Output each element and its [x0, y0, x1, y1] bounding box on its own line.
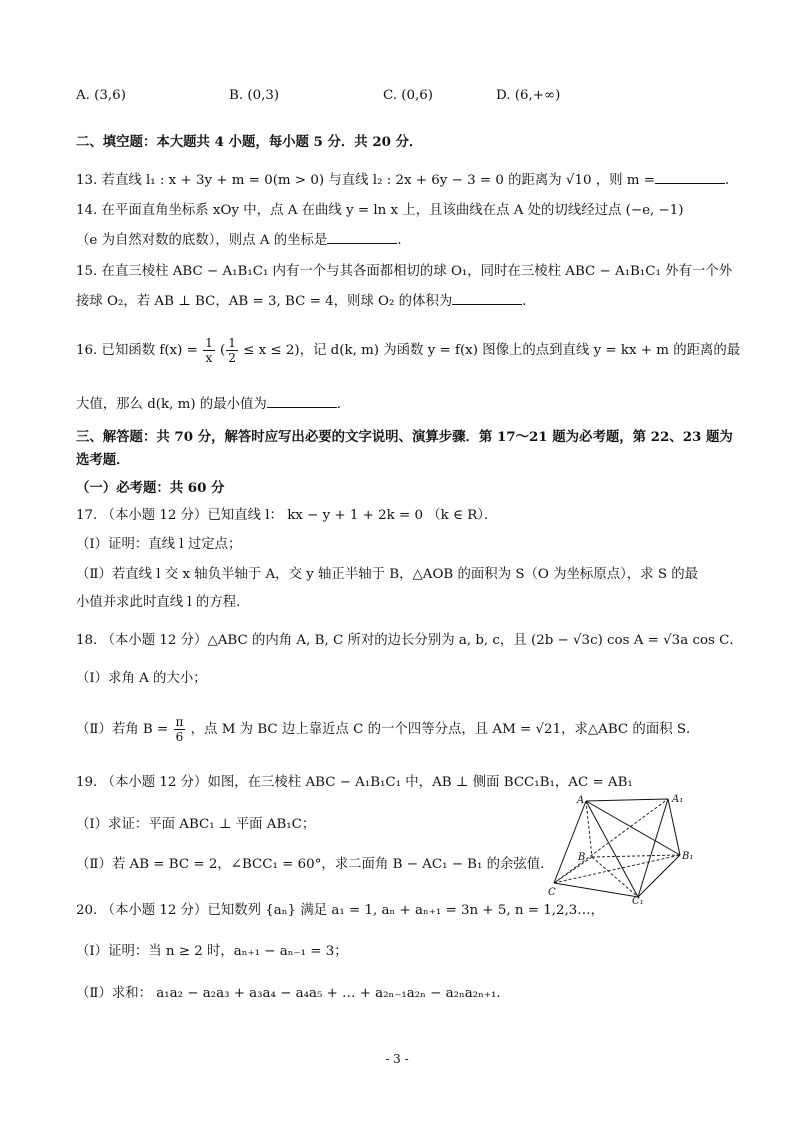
q13-text: 13. 若直线 l₁ : x + 3y + m = 0(m > 0) 与直线 l₂ : 2x + 6y − 3 = 0 的距离为 √10 ，则 m =	[76, 173, 655, 188]
q13-end: ．	[724, 173, 739, 188]
section3-heading-line1: 三、解答题：共 70 分，解答时应写出必要的文字说明、演算步骤．第 17～21 题为必考题，第 22、23 题为	[76, 429, 733, 445]
q16-part1: 16. 已知函数 f(x) =	[76, 343, 198, 358]
label-A1: A₁	[672, 794, 684, 805]
label-C: C	[548, 887, 556, 898]
question-17-stem: 17. （本小题 12 分）已知直线 l： kx − y + 1 + 2k = 0 （k ∈ R）．	[76, 508, 498, 523]
frac-denominator: x	[205, 351, 213, 365]
edge-C-A1	[554, 799, 668, 883]
q14-line2-text: （e 为自然对数的底数），则点 A 的坐标是	[76, 233, 328, 248]
label-B1: B₁	[682, 851, 694, 862]
question-15-line2	[76, 292, 734, 311]
question-20-part2: （Ⅱ）求和： a₁a₂ − a₂a₃ + a₃a₄ − a₄a₅ + … + a₂ₙ₋₁a₂ₙ − a₂ₙa₂ₙ₊₁．	[76, 986, 510, 1001]
prism-figure	[548, 793, 698, 905]
edge-B-B1	[592, 855, 680, 857]
edge-B-C1	[592, 857, 638, 897]
question-19-stem: 19. （本小题 12 分）如图，在三棱柱 ABC − A₁B₁C₁ 中，AB ⊥ 侧面 BCC₁B₁，AC = AB₁	[76, 775, 633, 790]
question-14-line1: 14. 在平面直角坐标系 xOy 中，点 A 在曲线 y = ln x 上，且该曲线在点 A 处的切线经过点 (−e, −1)	[76, 203, 684, 218]
question-16-line2	[76, 395, 734, 414]
question-19-part1: （Ⅰ）求证：平面 ABC₁ ⊥ 平面 AB₁C；	[76, 817, 316, 832]
question-18-stem: 18. （本小题 12 分）△ABC 的内角 A, B, C 所对的边长分别为 a, b, c，且 (2b − √3c) cos A = √3a cos C．	[76, 633, 743, 648]
question-15-line1: 15. 在直三棱柱 ABC − A₁B₁C₁ 内有一个与其各面都相切的球 O₁，同时在三棱柱 ABC − A₁B₁C₁ 外有一个外	[76, 264, 733, 279]
question-18-part1: （Ⅰ）求角 A 的大小；	[76, 671, 207, 686]
q18-part2-a: （Ⅱ）若角 B =	[76, 722, 169, 737]
option-b: B. (0,3)	[229, 88, 280, 103]
section2-heading: 二、填空题：本大题共 4 小题，每小题 5 分．共 20 分．	[76, 134, 423, 150]
edge-C-C1	[554, 883, 638, 897]
q16-line2-text: 大值，那么 d(k, m) 的最小值为	[76, 397, 267, 412]
option-a: A. (3,6)	[76, 88, 126, 103]
label-A: A	[577, 795, 585, 806]
option-c: C. (0,6)	[383, 88, 434, 103]
question-20-part1: （Ⅰ）证明：当 n ≥ 2 时，aₙ₊₁ − aₙ₋₁ = 3；	[76, 944, 348, 959]
frac-denominator: 2	[228, 351, 236, 365]
fraction-1-over-x	[203, 336, 215, 365]
fraction-pi-over-6	[174, 715, 186, 744]
page-number: - 3 -	[385, 1052, 409, 1066]
q15-line2-text: 接球 O₂，若 AB ⊥ BC，AB = 3, BC = 4，则球 O₂ 的体积为	[76, 294, 453, 309]
section3-subheading: （一）必考题：共 60 分	[76, 480, 225, 496]
frac-denominator: 6	[175, 730, 184, 744]
question-20-stem: 20. （本小题 12 分）已知数列 {aₙ} 满足 a₁ = 1, aₙ + aₙ₊₁ = 3n + 5, n = 1,2,3…，	[76, 903, 605, 918]
q18-part2-b: ，点 M 为 BC 边上靠近点 C 的一个四等分点，且 AM = √21，求△ABC 的面积 S．	[190, 722, 700, 737]
label-C1: C₁	[632, 896, 644, 905]
question-19-part2: （Ⅱ）若 AB = BC = 2，∠BCC₁ = 60°，求二面角 B − AC₁ − B₁ 的余弦值．	[76, 857, 554, 872]
question-17-part2-line2: 小值并求此时直线 l 的方程．	[76, 595, 250, 610]
answer-blank	[327, 231, 397, 244]
q15-end: ．	[522, 294, 536, 309]
question-17-part1: （Ⅰ）证明：直线 l 过定点；	[76, 537, 242, 552]
frac-numerator: π	[175, 715, 184, 729]
answer-blank	[452, 292, 522, 305]
q16-end: ．	[336, 397, 351, 412]
question-17-part2-line1: （Ⅱ）若直线 l 交 x 轴负半轴于 A，交 y 轴正半轴于 B，△AOB 的面积为 S（O 为坐标原点），求 S 的最	[76, 567, 699, 582]
frac-numerator: 1	[228, 336, 236, 350]
question-13	[76, 171, 739, 190]
label-B: B	[578, 852, 586, 863]
question-16-line1	[76, 334, 741, 368]
fraction-1-over-2	[226, 336, 238, 365]
q14-end: ．	[397, 233, 411, 248]
question-18-part2	[76, 712, 734, 748]
option-d: D. (6,+∞)	[496, 88, 561, 103]
edge-A-A1	[586, 799, 668, 801]
frac-numerator: 1	[205, 336, 213, 350]
q16-part2: (	[219, 343, 226, 358]
answer-blank	[655, 171, 725, 184]
answer-blank	[267, 395, 337, 408]
edge-A1-B1	[668, 799, 680, 855]
section3-heading-line2: 选考题．	[76, 452, 130, 468]
question-14-line2	[76, 231, 734, 250]
q16-part3: ≤ x ≤ 2)，记 d(k, m) 为函数 y = f(x) 图像上的点到直线 y = kx + m 的距离的最	[243, 343, 741, 358]
